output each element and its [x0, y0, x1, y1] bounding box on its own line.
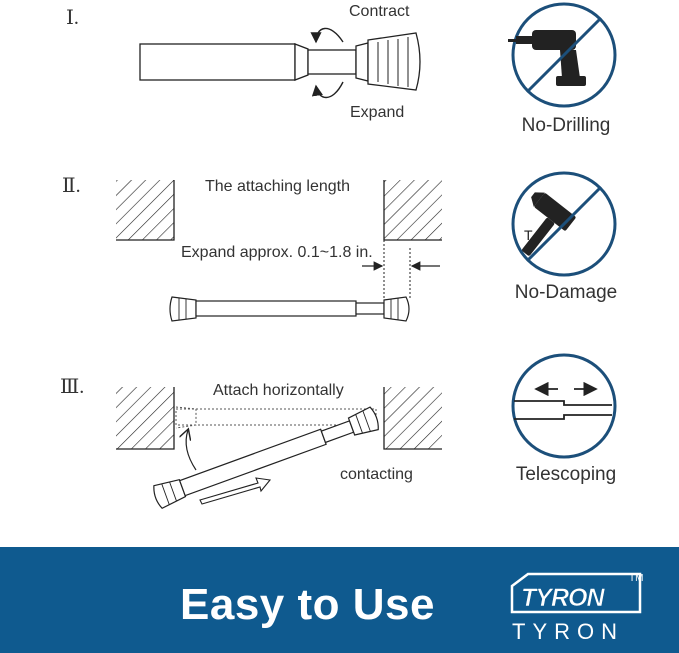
brand-wordmark: TYRON [512, 619, 624, 644]
banner-title: Easy to Use [180, 580, 435, 629]
no-drill-icon [508, 4, 615, 106]
step-3-install-drawing [116, 387, 442, 509]
step-1-numeral: Ⅰ. [66, 7, 79, 29]
trademark-symbol: TM [629, 573, 644, 584]
telescoping-label: Telescoping [515, 464, 617, 485]
contacting-label: contacting [340, 466, 413, 483]
tyron-logo-mark: TYRON [521, 584, 604, 612]
telescoping-icon [513, 355, 615, 457]
step-1-rod-drawing [140, 28, 420, 97]
attach-horizontally-label: Attach horizontally [213, 382, 344, 399]
no-drilling-label: No-Drilling [521, 115, 611, 136]
contract-label: Contract [349, 3, 410, 20]
step-2-numeral: Ⅱ. [62, 175, 81, 197]
expand-label: Expand [350, 104, 405, 121]
attaching-length-label: The attaching length [205, 178, 350, 195]
expand-approx-label: Expand approx. 0.1~1.8 in. [181, 244, 373, 261]
svg-text:T: T [524, 227, 533, 243]
no-damage-label: No-Damage [514, 282, 618, 303]
no-hammer-icon [502, 173, 615, 275]
step-3-numeral: Ⅲ. [60, 376, 85, 398]
